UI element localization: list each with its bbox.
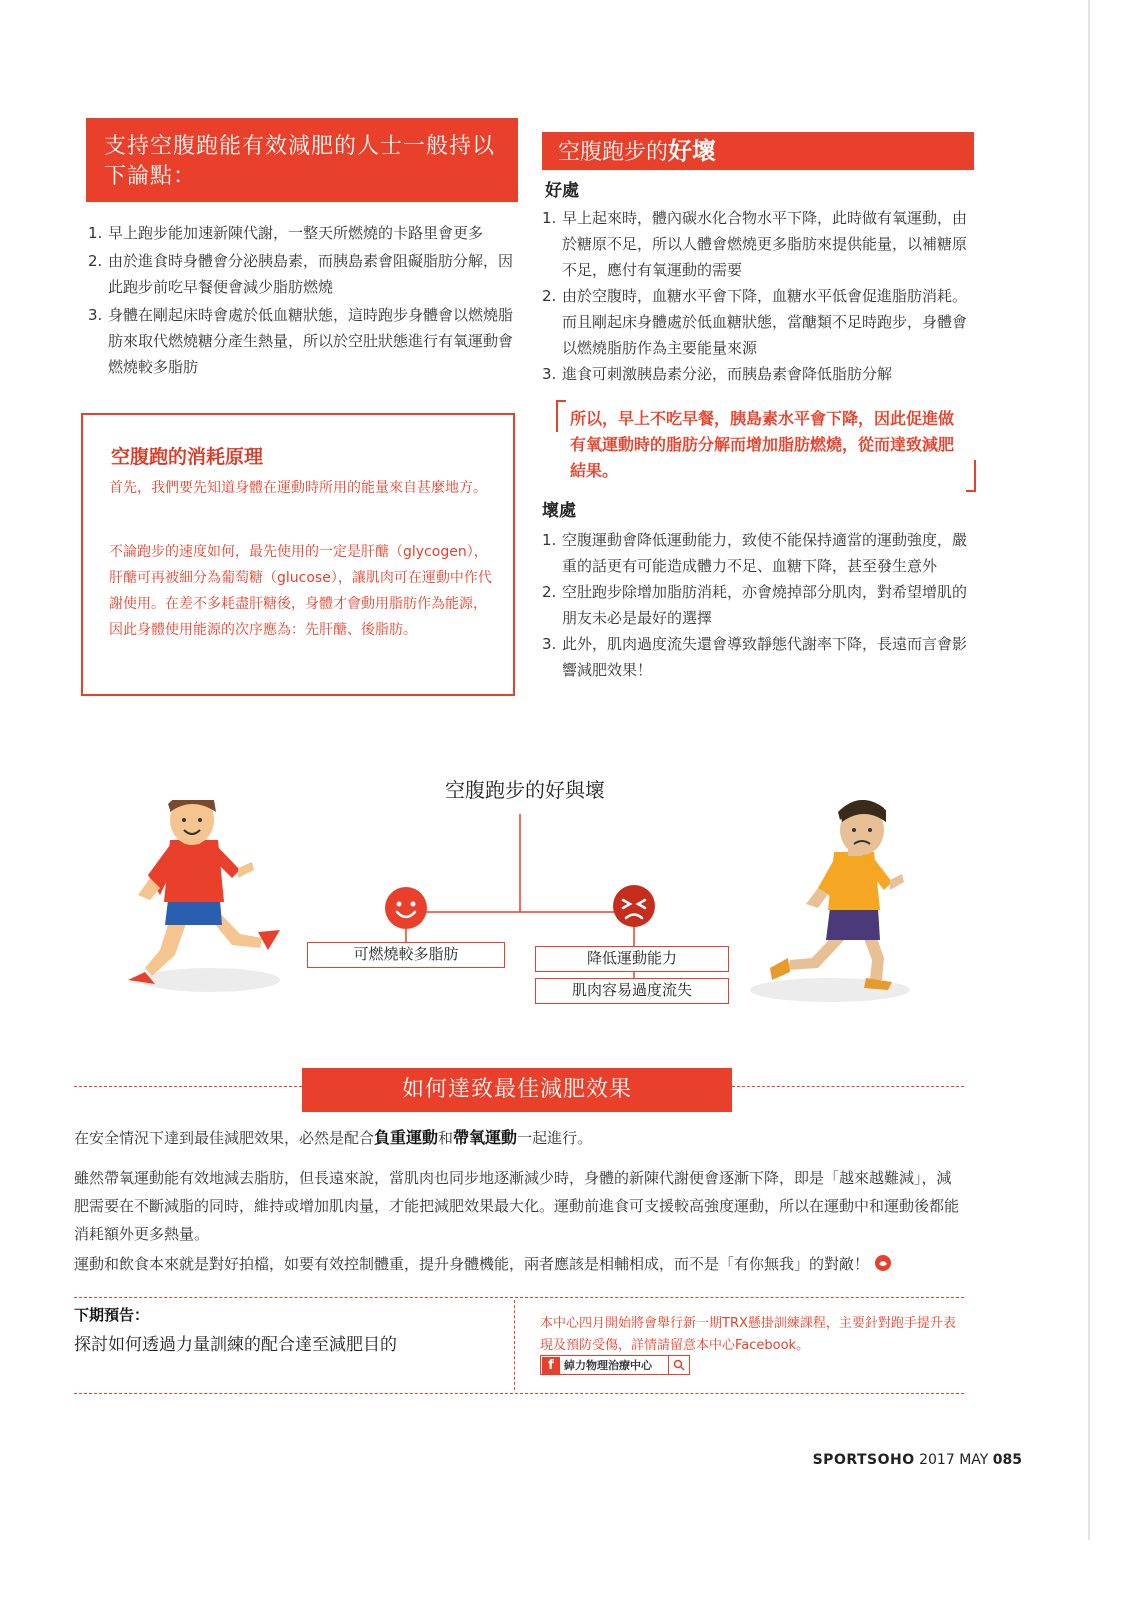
principle-para-2: 不論跑步的速度如何，最先使用的一定是肝醣（glycogen），肝醣可再被細分為葡萄糖（glucose），讓肌肉可在運動中作代謝使用。在差不多耗盡肝糖後，身體才會動用脂肪作為能源，因此身體使用能源的次序應為：先肝醣、後脂肪。 bbox=[109, 544, 492, 638]
right-banner: 空腹跑步的好壞 bbox=[542, 132, 974, 170]
list-item: 3. 此外，肌肉過度流失還會導致靜態代謝率下降，長遠而言會影響減肥效果！ bbox=[542, 635, 968, 679]
supporting-points-list bbox=[88, 220, 518, 382]
ad-text: 本中心四月開始將會舉行新一期TRX懸掛訓練課程，主要針對跑手提升表現及預防受傷，詳情請留意本中心Facebook。 bbox=[540, 1316, 956, 1353]
divider-dashed bbox=[74, 1086, 302, 1087]
bad-points-list bbox=[542, 527, 974, 683]
sad-face-icon bbox=[613, 885, 655, 927]
good-heading: 好處 bbox=[545, 181, 579, 201]
divider-dashed bbox=[74, 1393, 964, 1394]
divider-dashed bbox=[74, 1297, 964, 1298]
issue-date: 2017 MAY bbox=[919, 1452, 989, 1468]
page-edge bbox=[1088, 0, 1090, 1540]
next-issue-text: 探討如何透過力量訓練的配合達至減肥目的 bbox=[74, 1335, 397, 1355]
diagram-title: 空腹跑步的好與壞 bbox=[445, 778, 605, 802]
quote-bracket-left bbox=[556, 400, 566, 432]
section-banner: 如何達致最佳減肥效果 bbox=[302, 1068, 732, 1112]
good-label: 可燃燒較多脂肪 bbox=[307, 942, 505, 968]
list-item: 2. 空肚跑步除增加脂肪消耗，亦會燒掉部分肌肉，對希望增肌的朋友未必是最好的選擇 bbox=[542, 583, 968, 627]
search-icon bbox=[668, 1356, 689, 1374]
page-footer bbox=[813, 1452, 1022, 1468]
list-item: 2. 由於進食時身體會分泌胰島素，而胰島素會阻礙脂肪分解，因此跑步前吃早餐便會減少脂肪燃燒 bbox=[88, 252, 514, 296]
quote-bracket-right bbox=[966, 460, 976, 492]
bad-heading: 壞處 bbox=[542, 501, 576, 521]
list-item: 3. 進食可刺激胰島素分泌，而胰島素會降低脂肪分解 bbox=[542, 365, 893, 383]
highlight-quote bbox=[556, 400, 976, 492]
end-mark-icon bbox=[874, 1254, 892, 1272]
principle-box bbox=[81, 413, 515, 696]
good-points-list bbox=[542, 205, 974, 387]
bad-label-1: 降低運動能力 bbox=[535, 946, 729, 972]
section-paragraph-3: 運動和飲食本來就是對好拍檔，如要有效控制體重，提升身體機能，兩者應該是相輔相成，而不是「有你無我」的對敵！ bbox=[74, 1250, 966, 1278]
section-paragraph-2: 雖然帶氧運動能有效地減去脂肪，但長遠來說，當肌肉也同步地逐漸減少時，身體的新陳代謝便會逐漸下降，即是「越來越難減」，減肥需要在不斷減脂的同時，維持或增加肌肉量，才能把減肥效果最大化。運動前進食可支援較高強度運動，所以在運動中和運動後都能消耗額外更多熱量。 bbox=[74, 1169, 960, 1243]
left-banner: 支持空腹跑能有效減肥的人士一般持以下論點： bbox=[86, 118, 518, 202]
principle-box-title: 空腹跑的消耗原理 bbox=[111, 446, 264, 468]
magazine-brand: SPORTSOHO bbox=[812, 1452, 915, 1468]
facebook-page-name: 綽力物理治療中心 bbox=[564, 1359, 652, 1372]
principle-para-1: 首先，我們要先知道身體在運動時所用的能量來自甚麼地方。 bbox=[109, 480, 487, 496]
facebook-icon: f bbox=[542, 1357, 560, 1374]
happy-runner-illustration bbox=[128, 800, 280, 984]
facebook-search-bar bbox=[540, 1355, 690, 1375]
list-item: 2. 由於空腹時，血糖水平會下降，血糖水平低會促進脂肪消耗。而且剛起床身體處於低血糖狀態，當醣類不足時跑步，身體會以燃燒脂肪作為主要能量來源 bbox=[542, 287, 968, 357]
list-item: 1. 早上跑步能加速新陳代謝，一整天所燃燒的卡路里會更多 bbox=[88, 224, 484, 242]
next-issue-title: 下期預告： bbox=[74, 1306, 150, 1324]
happy-face-icon bbox=[385, 887, 427, 929]
runner-shadow-left bbox=[140, 968, 280, 992]
list-item: 1. 空腹運動會降低運動能力，致使不能保持適當的運動強度，嚴重的話更有可能造成體力不足、血糖下降，甚至發生意外 bbox=[542, 531, 968, 575]
bad-label-2: 肌肉容易過度流失 bbox=[535, 978, 729, 1004]
list-item: 1. 早上起來時，體內碳水化合物水平下降，此時做有氧運動，由於糖原不足，所以人體會燃燒更多脂肪來提供能量，以補糖原不足，應付有氧運動的需要 bbox=[542, 209, 968, 279]
sad-runner-illustration bbox=[770, 800, 904, 990]
page-number: 085 bbox=[992, 1452, 1022, 1468]
section-paragraph-1: 在安全情況下達到最佳減肥效果，必然是配合負重運動和帶氧運動一起進行。 bbox=[74, 1128, 593, 1147]
divider-vertical bbox=[514, 1300, 515, 1390]
divider-dashed bbox=[732, 1086, 964, 1087]
list-item: 3. 身體在剛起床時會處於低血糖狀態，這時跑步身體會以燃燒脂肪來取代燃燒糖分產生熱量，所以於空肚狀態進行有氧運動會燃燒較多脂肪 bbox=[88, 306, 514, 376]
quote-text: 所以，早上不吃早餐，胰島素水平會下降，因此促進做有氧運動時的脂肪分解而增加脂肪燃燒，從而達致減肥結果。 bbox=[570, 409, 955, 480]
